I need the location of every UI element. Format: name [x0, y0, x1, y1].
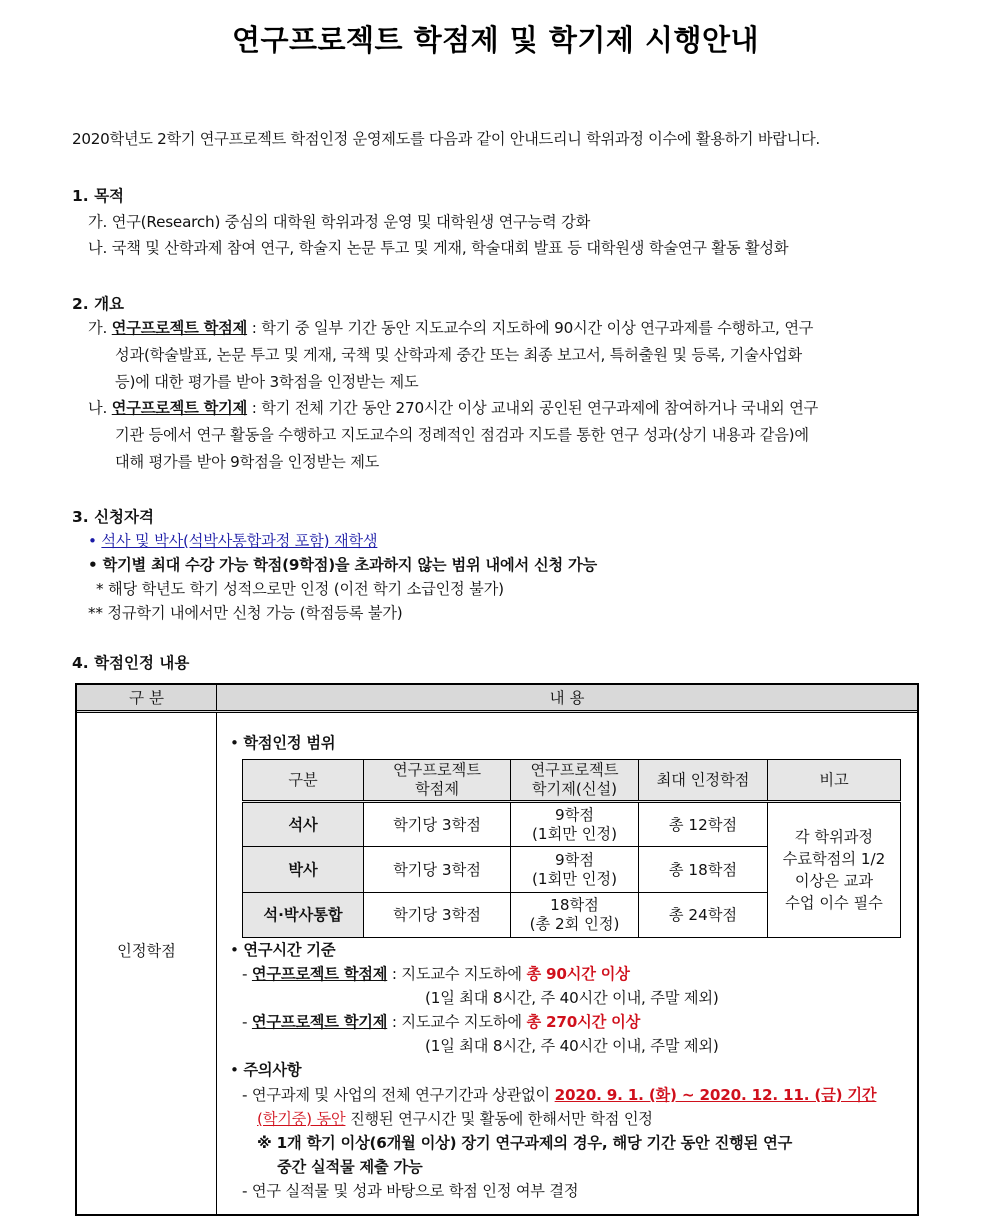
overview-text: 성과(학술발표, 논문 투고 및 게재, 국책 및 산학과제 중간 또는 최종 보고서, 특허출원 및 등록, 기술사업화: [115, 346, 802, 364]
caution-title-text: 주의사항: [243, 1061, 302, 1079]
cell-line: (총 2회 인정): [529, 914, 620, 933]
bullet-icon: •: [88, 556, 98, 574]
period-highlight: 2020. 9. 1. (화) ~ 2020. 12. 11. (금) 기간: [554, 1086, 877, 1104]
eligibility-limit: 학기별 최대 수강 가능 학점(9학점)을 초과하지 않는 범위 내에서 신청 가능: [102, 556, 597, 574]
credit-range-table: [242, 759, 901, 938]
cell-credit-system: 학기당 3학점: [364, 847, 511, 892]
th-label: 학기제(신설): [531, 780, 618, 799]
overview-item: [88, 317, 813, 338]
cell-type: 박사: [243, 847, 364, 892]
hours-text: : 지도교수 지도하에: [387, 1013, 527, 1031]
th-label: 비고: [819, 771, 849, 790]
row-label: 인정학점: [117, 942, 176, 960]
th-label: 연구프로젝트: [530, 761, 619, 780]
th-note: [768, 760, 901, 802]
cell-note: [768, 802, 901, 938]
eligibility-bullet: [88, 530, 377, 551]
eligibility-target: 석사 및 박사(석박사통합과정 포함) 재학생: [101, 532, 378, 550]
hours-title: [230, 939, 335, 960]
caution-line: [257, 1108, 653, 1129]
th-label: 학점제: [414, 780, 459, 799]
term-credit-system: 연구프로젝트 학점제: [111, 319, 248, 337]
cell-max-credit: 총 18학점: [639, 847, 768, 892]
hours-highlight: 총 270시간 이상: [526, 1013, 641, 1031]
section-heading-credit: 4. 학점인정 내용: [72, 654, 190, 672]
th-type: [243, 760, 364, 802]
hours-term: 연구프로젝트 학기제: [251, 1013, 388, 1031]
th-label: 최대 인정학점: [656, 771, 750, 790]
caution-text: - 연구과제 및 사업의 전체 연구기간과 상관없이: [242, 1086, 555, 1104]
note-line: 수료학점의 1/2: [782, 850, 886, 869]
item-marker: 나.: [88, 399, 108, 417]
eligibility-note: * 해당 학년도 학기 성적으로만 인정 (이전 학기 소급인정 불가): [96, 580, 504, 598]
th-label: 연구프로젝트: [392, 761, 482, 780]
table-row: [243, 802, 901, 847]
page-title: 연구프로젝트 학점제 및 학기제 시행안내: [231, 23, 760, 57]
overview-text: 대해 평가를 받아 9학점을 인정받는 제도: [115, 453, 380, 471]
column-divider: [216, 713, 217, 1214]
credit-table: [75, 683, 919, 1216]
cell-semester-system: [511, 847, 639, 892]
table-header-row: [243, 760, 901, 802]
caution-line: - 연구 실적물 및 성과 바탕으로 학점 인정 여부 결정: [242, 1182, 579, 1200]
hours-sub: (1일 최대 8시간, 주 40시간 이내, 주말 제외): [425, 1037, 719, 1055]
hours-sub: (1일 최대 8시간, 주 40시간 이내, 주말 제외): [425, 989, 719, 1007]
term-semester-system: 연구프로젝트 학기제: [111, 399, 248, 417]
note-line: 이상은 교과: [794, 872, 874, 891]
overview-text: : 학기 전체 기간 동안 270시간 이상 교내외 공인된 연구과제에 참여하거나 국내외 연구: [247, 399, 819, 417]
cell-line: 9학점: [554, 850, 594, 869]
item-marker: 가.: [88, 319, 108, 337]
hours-semester-system: [242, 1011, 640, 1032]
dash: -: [242, 965, 252, 983]
note-line: 수업 이수 필수: [785, 894, 883, 913]
overview-item: [88, 397, 818, 418]
th-label: 구분: [288, 771, 318, 790]
overview-text: 기관 등에서 연구 활동을 수행하고 지도교수의 정례적인 점검과 지도를 통한 연구 성과(상기 내용과 같음)에: [115, 426, 809, 444]
hours-term: 연구프로젝트 학점제: [251, 965, 388, 983]
caution-note: ※ 1개 학기 이상(6개월 이상) 장기 연구과제의 경우, 해당 기간 동안 진행된 연구: [257, 1134, 793, 1152]
range-title-text: 학점인정 범위: [243, 734, 336, 752]
th-credit-system: [364, 760, 511, 802]
credit-table-header: [77, 685, 917, 713]
header-content: 내 용: [549, 689, 585, 707]
purpose-item: 가. 연구(Research) 중심의 대학원 학위과정 운영 및 대학원생 연구능력 강화: [88, 213, 591, 231]
cell-credit-system: 학기당 3학점: [364, 892, 511, 937]
eligibility-note: ** 정규학기 내에서만 신청 가능 (학점등록 불가): [88, 604, 403, 622]
th-max-credit: [639, 760, 768, 802]
bullet-icon: •: [230, 1061, 239, 1079]
dash: -: [242, 1013, 252, 1031]
caution-text: 진행된 연구시간 및 활동에 한해서만 학점 인정: [345, 1110, 653, 1128]
cell-line: (1회만 인정): [531, 824, 618, 843]
bullet-icon: •: [230, 941, 239, 959]
hours-text: : 지도교수 지도하에: [387, 965, 527, 983]
cell-type: 석·박사통합: [243, 892, 364, 937]
caution-line: [242, 1084, 876, 1105]
caution-title: [230, 1059, 301, 1080]
cell-max-credit: 총 12학점: [639, 802, 768, 847]
hours-credit-system: [242, 963, 630, 984]
purpose-item: 나. 국책 및 산학과제 참여 연구, 학술지 논문 투고 및 게재, 학술대회 발표 등 대학원생 학술연구 활동 활성화: [88, 239, 789, 257]
cell-max-credit: 총 24학점: [639, 892, 768, 937]
cell-line: (1회만 인정): [531, 869, 618, 888]
hours-highlight: 총 90시간 이상: [526, 965, 630, 983]
caution-note: 중간 실적물 제출 가능: [277, 1158, 423, 1176]
section-heading-purpose: 1. 목적: [72, 187, 125, 205]
cell-credit-system: 학기당 3학점: [364, 802, 511, 847]
intro-text: 2020학년도 2학기 연구프로젝트 학점인정 운영제도를 다음과 같이 안내드리니 학위과정 이수에 활용하기 바랍니다.: [72, 130, 820, 148]
hours-title-text: 연구시간 기준: [243, 941, 336, 959]
eligibility-bullet: [88, 554, 597, 575]
header-category: 구 분: [77, 685, 217, 710]
cell-type: 석사: [243, 802, 364, 847]
bullet-icon: •: [88, 532, 97, 550]
section-heading-overview: 2. 개요: [72, 295, 125, 313]
period-highlight: (학기중) 동안: [257, 1110, 346, 1128]
section-heading-eligibility: 3. 신청자격: [72, 508, 154, 526]
bullet-icon: •: [230, 734, 239, 752]
cell-line: 9학점: [554, 805, 594, 824]
overview-text: : 학기 중 일부 기간 동안 지도교수의 지도하에 90시간 이상 연구과제를 수행하고, 연구: [247, 319, 814, 337]
cell-semester-system: [511, 802, 639, 847]
cell-line: 18학점: [550, 895, 599, 914]
overview-text: 등)에 대한 평가를 받아 3학점을 인정받는 제도: [115, 373, 419, 391]
range-title: [230, 732, 335, 753]
cell-semester-system: [511, 892, 639, 937]
note-line: 각 학위과정: [794, 828, 874, 847]
th-semester-system: [511, 760, 639, 802]
